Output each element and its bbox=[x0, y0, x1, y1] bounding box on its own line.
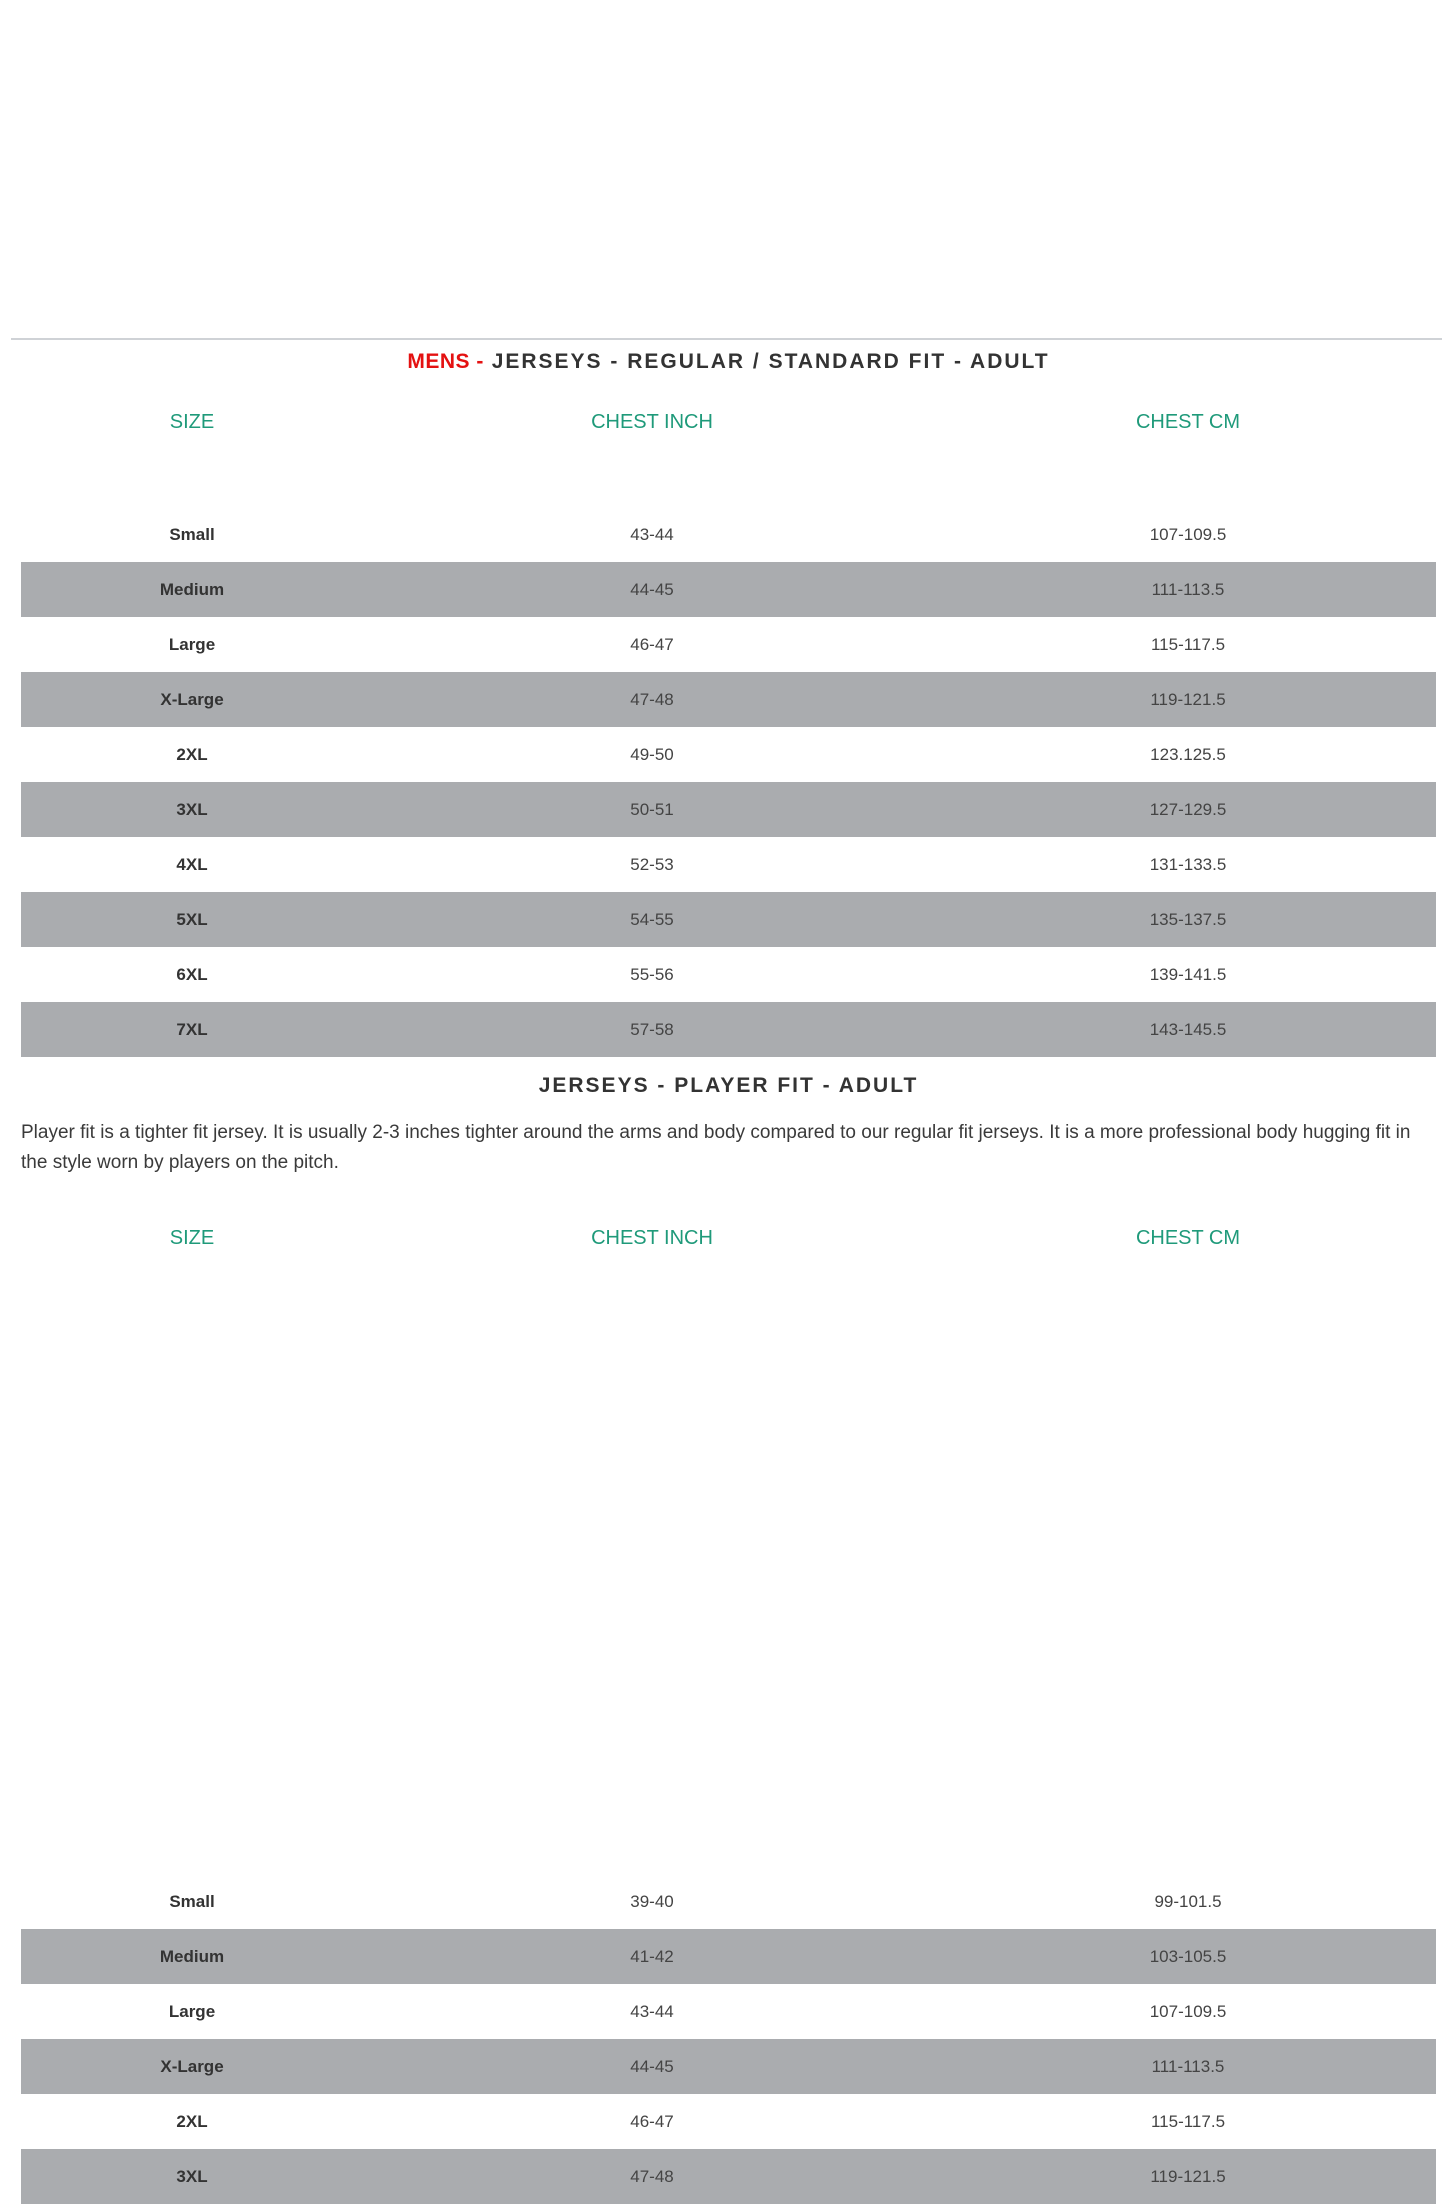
chest-inch-cell: 44-45 bbox=[630, 2057, 674, 2076]
chest-inch-cell: 49-50 bbox=[630, 745, 674, 764]
table-row bbox=[21, 782, 1436, 837]
table-row bbox=[21, 892, 1436, 947]
chest-cm-cell: 103-105.5 bbox=[1149, 1947, 1227, 1966]
size-cell: Large bbox=[168, 2002, 216, 2021]
chest-inch-cell: 47-48 bbox=[630, 2167, 674, 2186]
mens-label: MENS - bbox=[407, 350, 484, 373]
table-row bbox=[21, 1002, 1436, 1057]
table-row bbox=[21, 947, 1436, 1002]
chest-inch-cell: 54-55 bbox=[630, 910, 674, 929]
player-table-header bbox=[21, 1227, 1436, 1267]
chest-cm-cell: 123.125.5 bbox=[1150, 745, 1226, 764]
chest-inch-cell: 41-42 bbox=[630, 1947, 674, 1966]
table-row bbox=[21, 837, 1436, 892]
chest-cm-cell: 119-121.5 bbox=[1150, 2167, 1226, 2186]
header-chest-cm: CHEST CM bbox=[1135, 411, 1241, 433]
chest-cm-cell: 131-133.5 bbox=[1149, 855, 1227, 874]
table-row bbox=[21, 507, 1436, 562]
player-table-body bbox=[21, 1874, 1436, 2204]
size-cell: X-Large bbox=[160, 2057, 224, 2076]
size-cell: Medium bbox=[159, 1947, 225, 1966]
regular-table-body bbox=[21, 507, 1436, 1057]
header-chest-cm: CHEST CM bbox=[1135, 1227, 1241, 1249]
table-row bbox=[21, 562, 1436, 617]
table-row bbox=[21, 672, 1436, 727]
table-row bbox=[21, 2039, 1436, 2094]
divider bbox=[11, 338, 1442, 340]
table-row bbox=[21, 617, 1436, 672]
chest-cm-cell: 135-137.5 bbox=[1149, 910, 1227, 929]
size-cell: 3XL bbox=[176, 2167, 208, 2186]
chest-inch-cell: 46-47 bbox=[630, 635, 674, 654]
chest-cm-cell: 115-117.5 bbox=[1150, 2112, 1226, 2131]
chest-inch-cell: 57-58 bbox=[630, 1020, 674, 1039]
chest-inch-cell: 43-44 bbox=[630, 2002, 674, 2021]
table-row bbox=[21, 1984, 1436, 2039]
table-row bbox=[21, 2094, 1436, 2149]
size-cell: 2XL bbox=[176, 745, 208, 764]
chest-inch-cell: 44-45 bbox=[630, 580, 674, 599]
chest-cm-cell: 143-145.5 bbox=[1149, 1020, 1227, 1039]
chest-inch-cell: 52-53 bbox=[630, 855, 674, 874]
player-fit-title bbox=[21, 1074, 1436, 1098]
player-fit-description: Player fit is a tighter fit jersey. It is usually 2-3 inches tighter around the arms and body compared to our regular fit jerseys. It is a more professional body hugging fit in the style worn by players on the pitch. bbox=[21, 1122, 1411, 1173]
chest-cm-cell: 115-117.5 bbox=[1150, 635, 1226, 654]
size-cell: X-Large bbox=[160, 690, 224, 709]
header-chest-inch: CHEST INCH bbox=[591, 411, 713, 433]
chest-cm-cell: 107-109.5 bbox=[1149, 525, 1227, 544]
chest-inch-cell: 43-44 bbox=[630, 525, 674, 544]
size-cell: Large bbox=[168, 635, 216, 654]
header-size: SIZE bbox=[169, 1227, 215, 1249]
size-cell: 3XL bbox=[176, 800, 208, 819]
size-cell: 2XL bbox=[176, 2112, 208, 2131]
regular-fit-title bbox=[21, 350, 1436, 374]
chest-cm-cell: 99-101.5 bbox=[1154, 1892, 1222, 1911]
size-cell: Small bbox=[169, 525, 215, 544]
chest-cm-cell: 127-129.5 bbox=[1149, 800, 1227, 819]
table-row bbox=[21, 1874, 1436, 1929]
size-cell: 7XL bbox=[176, 1020, 208, 1039]
chest-inch-cell: 47-48 bbox=[630, 690, 674, 709]
size-cell: Small bbox=[169, 1892, 215, 1911]
chest-cm-cell: 119-121.5 bbox=[1150, 690, 1226, 709]
chest-inch-cell: 55-56 bbox=[630, 965, 674, 984]
chest-cm-cell: 111-113.5 bbox=[1151, 2057, 1225, 2076]
chest-inch-cell: 39-40 bbox=[630, 1892, 674, 1911]
chest-cm-cell: 107-109.5 bbox=[1149, 2002, 1227, 2021]
size-cell: 4XL bbox=[176, 855, 208, 874]
chest-cm-cell: 111-113.5 bbox=[1151, 580, 1225, 599]
size-cell: 5XL bbox=[176, 910, 208, 929]
size-cell: Medium bbox=[159, 580, 225, 599]
table-row bbox=[21, 727, 1436, 782]
regular-fit-title-text: JERSEYS - REGULAR / STANDARD FIT - ADULT bbox=[491, 350, 1050, 373]
chest-inch-cell: 50-51 bbox=[630, 800, 674, 819]
chest-inch-cell: 46-47 bbox=[630, 2112, 674, 2131]
table-row bbox=[21, 1929, 1436, 1984]
table-row bbox=[21, 2149, 1436, 2204]
chest-cm-cell: 139-141.5 bbox=[1149, 965, 1227, 984]
header-size: SIZE bbox=[169, 411, 215, 433]
player-fit-title-text: JERSEYS - PLAYER FIT - ADULT bbox=[538, 1074, 919, 1097]
header-chest-inch: CHEST INCH bbox=[591, 1227, 713, 1249]
regular-table-header bbox=[21, 411, 1436, 451]
size-cell: 6XL bbox=[176, 965, 208, 984]
